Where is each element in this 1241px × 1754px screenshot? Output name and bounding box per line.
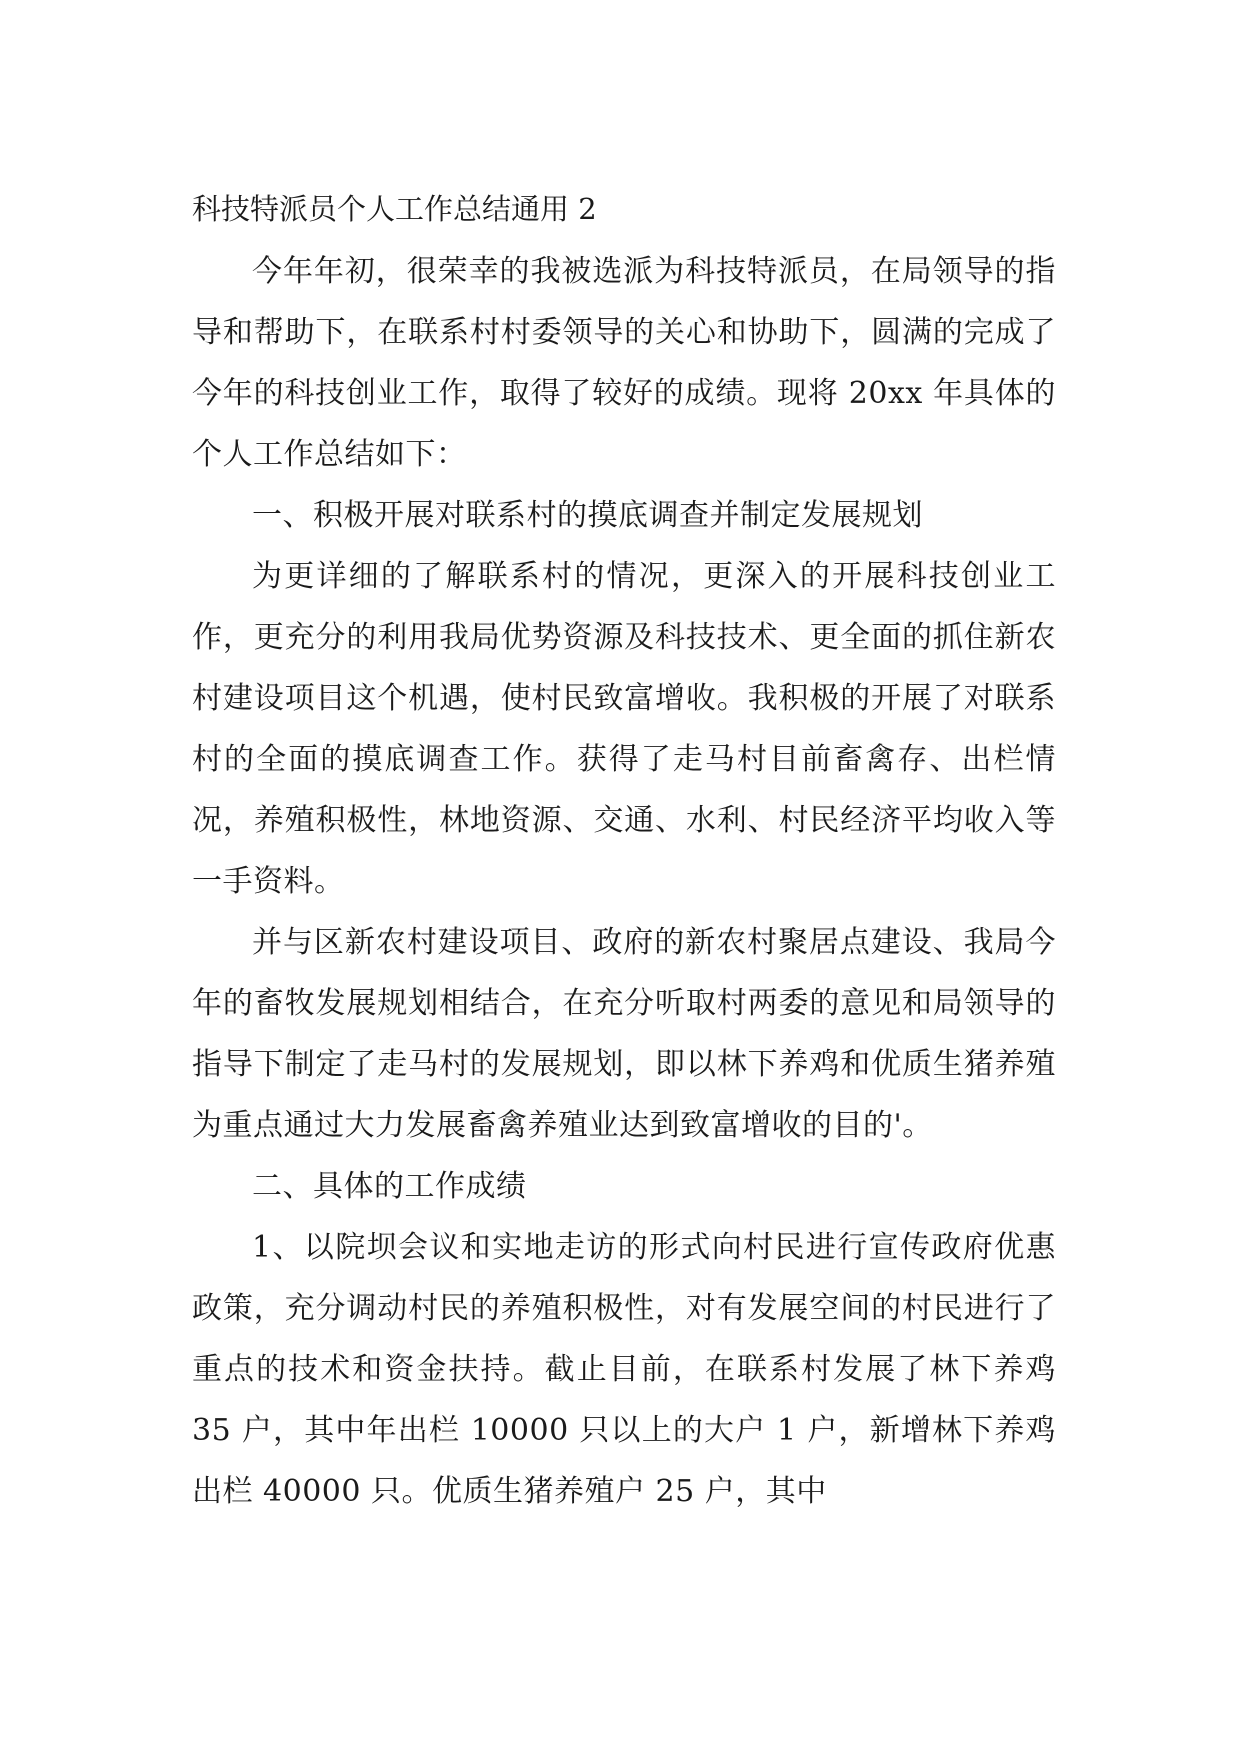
paragraph-survey: 为更详细的了解联系村的情况，更深入的开展科技创业工作，更充分的利用我局优势资源及科技技术、更全面的抓住新农村建设项目这个机遇，使村民致富增收。我积极的开展了对联系村的全面的摸底调查工作。获得了走马村目前畜禽存、出栏情况，养殖积极性，林地资源、交通、水利、村民经济平均收入等一手资料。 — [192, 559, 1056, 899]
paragraph-intro: 今年年初，很荣幸的我被选派为科技特派员，在局领导的指导和帮助下，在联系村村委领导的关心和协助下，圆满的完成了今年的科技创业工作，取得了较好的成绩。现将 20xx 年具体的个人工作总结如下： — [192, 254, 1056, 472]
section-heading-2: 二、具体的工作成绩 — [252, 1169, 527, 1204]
section-heading-1: 一、积极开展对联系村的摸底调查并制定发展规划 — [252, 498, 923, 533]
paragraph-plan: 并与区新农村建设项目、政府的新农村聚居点建设、我局今年的畜牧发展规划相结合，在充分听取村两委的意见和局领导的指导下制定了走马村的发展规划，即以林下养鸡和优质生猪养殖为重点通过大力发展畜禽养殖业达到致富增收的目的'。 — [192, 925, 1056, 1143]
paragraph-achievement-1: 1、以院坝会议和实地走访的形式向村民进行宣传政府优惠政策，充分调动村民的养殖积极性，对有发展空间的村民进行了重点的技术和资金扶持。截止目前，在联系村发展了林下养鸡 35 户，其中年出栏 10000 只以上的大户 1 户，新增林下养鸡出栏 40000 只。优质生猪养殖户 25 户，其中 — [192, 1230, 1056, 1509]
document-title: 科技特派员个人工作总结通用 2 — [192, 192, 597, 226]
document-body — [192, 192, 1056, 1522]
